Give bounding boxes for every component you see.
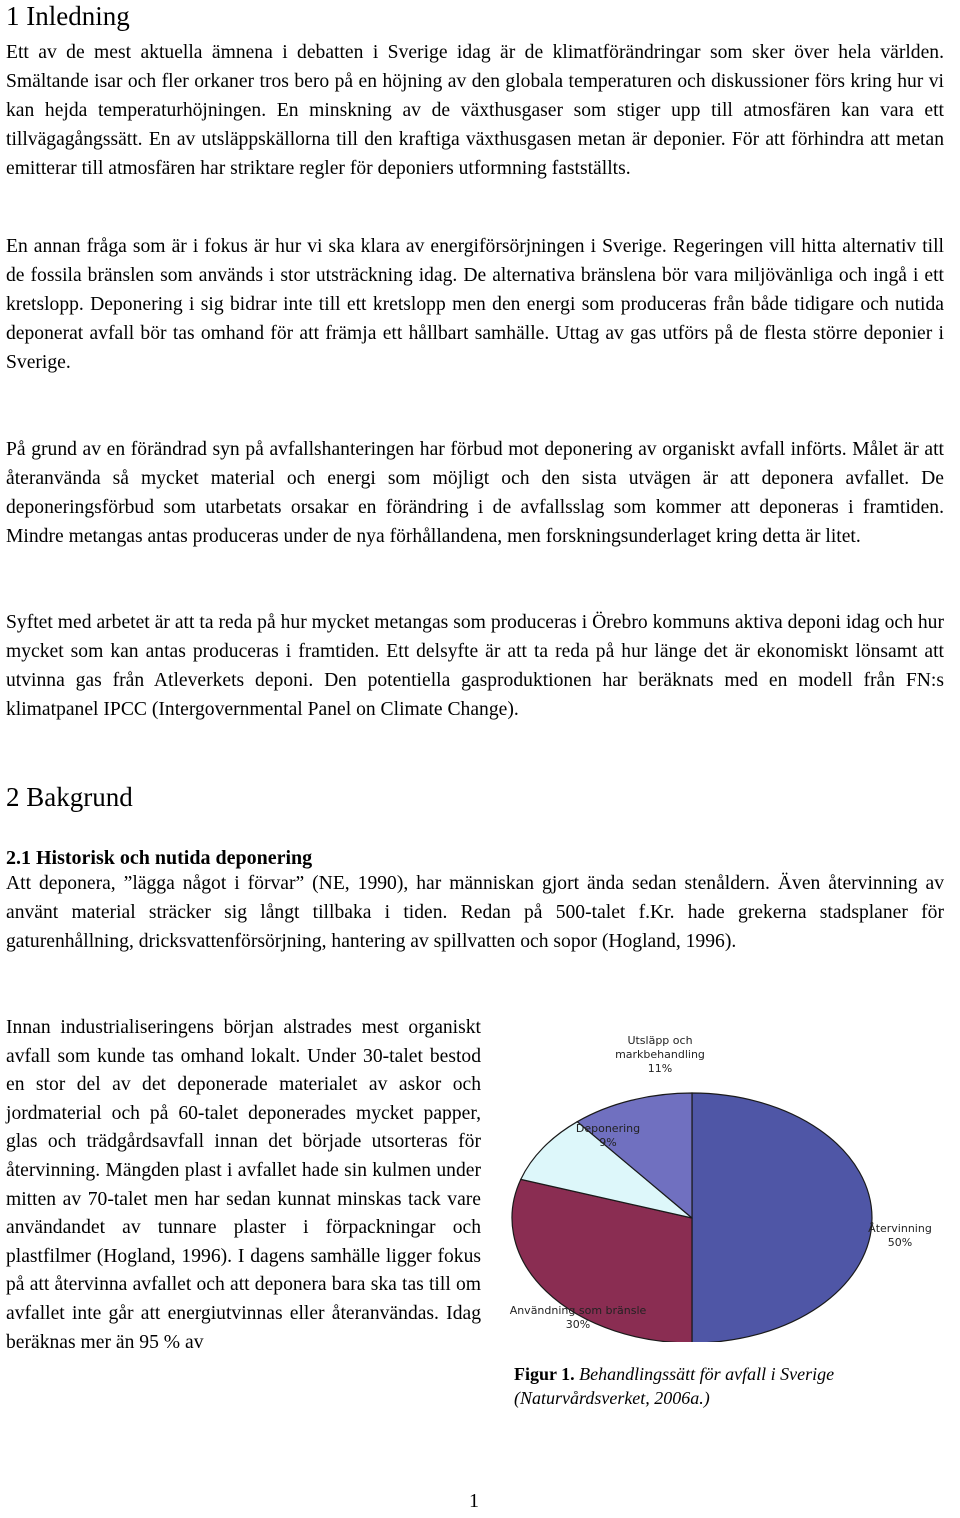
figure-caption-text: Behandlingssätt för avfall i Sverige (Naturvårdsverket, 2006a.) xyxy=(514,1364,835,1408)
figure-caption-label: Figur 1. xyxy=(514,1364,575,1384)
pie-slice-label: 50% xyxy=(887,1236,913,1249)
pie-slice-label: Användning som bränsle xyxy=(509,1304,647,1317)
paragraph-4: Syftet med arbetet är att ta reda på hur mycket metangas som produceras i Örebro kommuns aktiva deponi idag och hur mycket som kan antas produceras i framtiden. Ett delsyfte är att ta reda på hur länge det är ekonomiskt lönsamt att utvinna gas från Atleverkets deponi. Den potentiella gasproduktionen har beräknats med en modell från FN:s klimatpanel IPCC (Intergovernmental Panel on Climate Change). xyxy=(6,612,944,720)
pie-slice-label: Deponering xyxy=(575,1122,641,1135)
section-heading-inledning: 1 Inledning xyxy=(6,1,130,31)
subsection-heading: 2.1 Historisk och nutida deponering xyxy=(6,847,313,869)
figure-caption xyxy=(514,1362,934,1410)
pie-slice xyxy=(692,1093,872,1342)
paragraph-1: Ett av de mest aktuella ämnena i debatten i Sverige idag är de klimatförändringar som sker över hela världen. Smältande isar och fler orkaner tros bero på en höjning av den globala temperaturen och diskussioner förs kring hur vi kan hejda temperaturhöjningen. En minskning av de växthusgaser som stiger upp till atmosfären kan vara ett tillvägagångssätt. En av utsläppskällorna till den kraftiga växthusgasen metan är deponier. För att förhindra att metan emitterar till atmosfären har striktare regler för deponiers utformning fastställts. xyxy=(6,42,944,179)
left-column-text: Innan industrialiseringens början alstrades mest organiskt avfall som kunde tas omhand lokalt. Under 30-talet bestod en stor del av det deponerade materialet av askor och jordmaterial och på 60-talet deponerades mycket papper, glas och trädgårdsavfall innan det började utsorteras för återvinning. Mängden plast i avfallet hade sin kulmen under mitten av 70-talet men har sedan kunnat minskas tack vare användandet av tunnare plaster i förpackningar och plastfilmer (Hogland, 1996). I dagens samhälle ligger fokus på att återvinna avfallet och att deponera bara ska tas till om avfallet inte går att energiutvinnas eller återanvändas. Idag beräknas mer än 95 % av xyxy=(6,1017,481,1353)
paragraph-3: På grund av en förändrad syn på avfallshanteringen har förbud mot deponering av organiskt avfall införts. Målet är att återanvända så mycket material och energi som möjligt och den sista utvägen är att deponera avfallet. De deponeringsförbud som utarbetats orsakar en förändring i de avfallsslag som kommer att deponeras i framtiden. Mindre metangas antas produceras under de nya förhållandena, men forskningsunderlaget kring detta är litet. xyxy=(6,439,944,547)
pie-chart xyxy=(500,1022,955,1342)
section-heading-bakgrund: 2 Bakgrund xyxy=(6,782,133,812)
paragraph-5: Att deponera, ”lägga något i förvar” (NE, 1990), har människan gjort ända sedan stenåldern. Även återvinning av använt material sträcker sig långt tillbaka i tiden. Redan på 500-talet f.Kr. hade grekerna stadsplaner för gaturenhållning, dricksvattenförsörjning, hantering av spillvatten och sopor (Hogland, 1996). xyxy=(6,873,944,952)
paragraph-2: En annan fråga som är i fokus är hur vi ska klara av energiförsörjningen i Sverige. Regeringen vill hitta alternativ till de fossila bränslen som används i stor utsträckning idag. De alternativa bränslena bör vara miljövänliga och ingå i ett kretslopp. Deponering i sig bidrar inte till ett kretslopp men den energi som produceras från både tidigare och nutida deponerat avfall bör tas omhand för att främja ett hållbart samhälle. Uttag av gas utförs på de flesta större deponier i Sverige. xyxy=(6,236,944,373)
pie-slice-label: Återvinning xyxy=(868,1222,932,1235)
page-number: 1 xyxy=(469,1490,479,1512)
pie-chart-figure xyxy=(500,1022,955,1342)
pie-slice-label: 30% xyxy=(565,1318,591,1331)
pie-slice-label: Utsläpp och xyxy=(627,1034,693,1047)
pie-slice-label: markbehandling xyxy=(615,1048,705,1061)
pie-slice-label: 11% xyxy=(647,1062,673,1075)
pie-slice-label: 9% xyxy=(599,1136,617,1149)
